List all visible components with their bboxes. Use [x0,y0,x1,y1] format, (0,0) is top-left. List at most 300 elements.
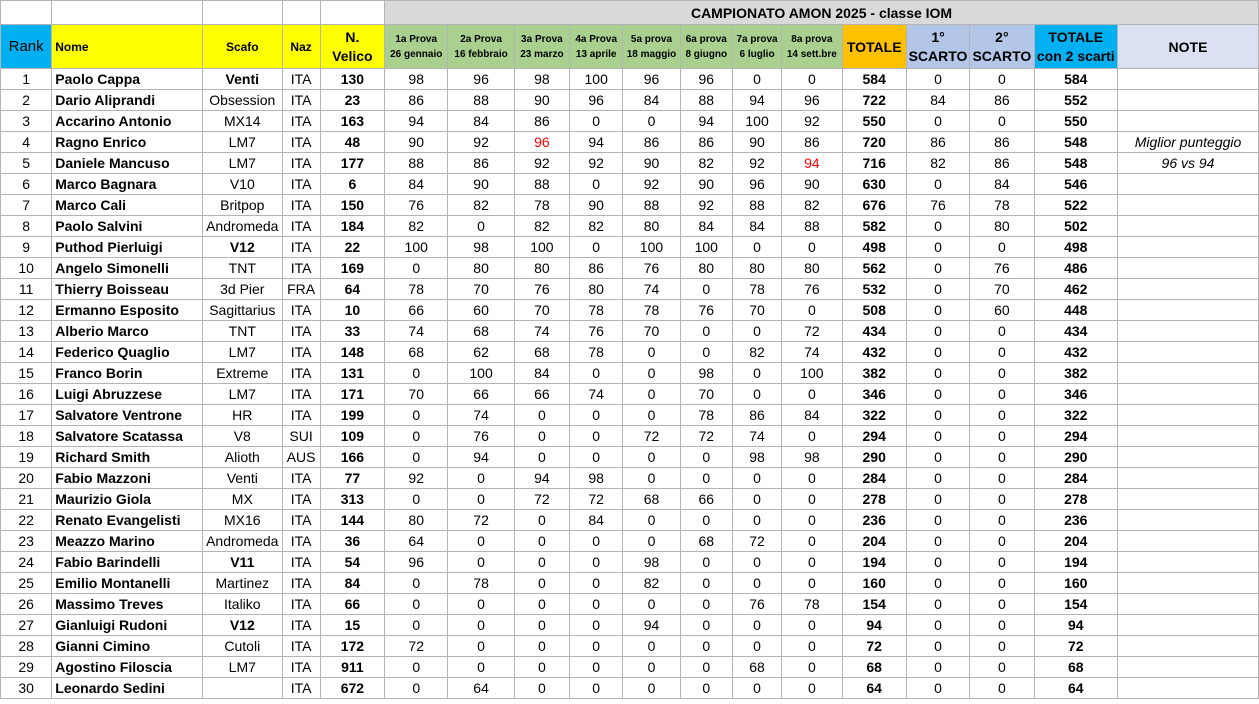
naz-cell[interactable]: ITA [282,195,320,216]
note-cell[interactable] [1118,69,1259,90]
naz-cell[interactable]: ITA [282,321,320,342]
totale-cell[interactable]: 432 [842,342,906,363]
naz-cell[interactable]: ITA [282,531,320,552]
header-race-7[interactable] [732,25,781,69]
totale-cell[interactable]: 346 [842,384,906,405]
race-score-cell[interactable]: 0 [732,510,781,531]
header-nome[interactable]: Nome [52,25,203,69]
naz-cell[interactable]: ITA [282,678,320,699]
scarto-1-cell[interactable]: 76 [906,195,969,216]
boat-cell[interactable]: V10 [203,174,282,195]
race-score-cell[interactable]: 84 [782,405,842,426]
race-score-cell[interactable]: 86 [448,153,514,174]
boat-cell[interactable]: V12 [203,615,282,636]
boat-cell[interactable]: TNT [203,321,282,342]
blank-cell[interactable] [320,1,384,25]
rank-cell[interactable]: 30 [1,678,52,699]
race-score-cell[interactable]: 0 [732,384,781,405]
race-score-cell[interactable]: 0 [732,552,781,573]
scarto-1-cell[interactable]: 0 [906,426,969,447]
naz-cell[interactable]: ITA [282,216,320,237]
race-score-cell[interactable]: 0 [570,405,623,426]
rank-cell[interactable]: 17 [1,405,52,426]
note-cell[interactable] [1118,657,1259,678]
scarto-2-cell[interactable]: 0 [970,426,1034,447]
race-score-cell[interactable]: 94 [570,132,623,153]
note-cell[interactable]: Miglior punteggio [1118,132,1259,153]
race-score-cell[interactable]: 76 [570,321,623,342]
race-score-cell[interactable]: 96 [385,552,448,573]
race-score-cell[interactable]: 68 [680,531,732,552]
rank-cell[interactable]: 3 [1,111,52,132]
race-score-cell[interactable]: 68 [385,342,448,363]
naz-cell[interactable]: ITA [282,258,320,279]
boat-cell[interactable]: Sagittarius [203,300,282,321]
name-cell[interactable]: Thierry Boisseau [52,279,203,300]
race-score-cell[interactable]: 0 [570,111,623,132]
sail-number-cell[interactable]: 23 [320,90,384,111]
scarto-2-cell[interactable]: 0 [970,384,1034,405]
race-score-cell[interactable]: 0 [782,69,842,90]
race-score-cell[interactable]: 0 [623,636,680,657]
race-score-cell[interactable]: 0 [623,594,680,615]
race-score-cell[interactable]: 0 [448,636,514,657]
race-score-cell[interactable]: 66 [385,300,448,321]
scarto-1-cell[interactable]: 0 [906,363,969,384]
boat-cell[interactable]: Venti [203,69,282,90]
race-score-cell[interactable]: 0 [570,573,623,594]
race-score-cell[interactable]: 0 [385,363,448,384]
name-cell[interactable]: Marco Cali [52,195,203,216]
race-score-cell[interactable]: 90 [514,90,569,111]
naz-cell[interactable]: ITA [282,510,320,531]
race-score-cell[interactable]: 0 [514,657,569,678]
totale-cell[interactable]: 236 [842,510,906,531]
scarto-2-cell[interactable]: 0 [970,531,1034,552]
naz-cell[interactable]: ITA [282,69,320,90]
race-score-cell[interactable]: 94 [680,111,732,132]
race-score-cell[interactable]: 0 [385,615,448,636]
race-score-cell[interactable]: 0 [623,111,680,132]
name-cell[interactable]: Paolo Salvini [52,216,203,237]
naz-cell[interactable]: ITA [282,636,320,657]
final-total-cell[interactable]: 154 [1034,594,1117,615]
scarto-2-cell[interactable]: 0 [970,111,1034,132]
sail-number-cell[interactable]: 144 [320,510,384,531]
race-score-cell[interactable]: 0 [570,447,623,468]
naz-cell[interactable]: ITA [282,573,320,594]
scarto-1-cell[interactable]: 0 [906,384,969,405]
note-cell[interactable] [1118,174,1259,195]
note-cell[interactable] [1118,237,1259,258]
totale-cell[interactable]: 64 [842,678,906,699]
race-score-cell[interactable]: 76 [680,300,732,321]
race-score-cell[interactable]: 0 [623,342,680,363]
race-score-cell[interactable]: 68 [623,489,680,510]
final-total-cell[interactable]: 294 [1034,426,1117,447]
name-cell[interactable]: Massimo Treves [52,594,203,615]
race-score-cell[interactable]: 76 [782,279,842,300]
race-score-cell[interactable]: 100 [448,363,514,384]
race-score-cell[interactable]: 80 [782,258,842,279]
scarto-2-cell[interactable]: 76 [970,258,1034,279]
boat-cell[interactable]: TNT [203,258,282,279]
race-score-cell[interactable]: 0 [514,636,569,657]
rank-cell[interactable]: 7 [1,195,52,216]
name-cell[interactable]: Fabio Barindelli [52,552,203,573]
rank-cell[interactable]: 25 [1,573,52,594]
race-score-cell[interactable]: 84 [448,111,514,132]
note-cell[interactable] [1118,447,1259,468]
note-cell[interactable] [1118,195,1259,216]
race-score-cell[interactable]: 88 [680,90,732,111]
sail-number-cell[interactable]: 84 [320,573,384,594]
naz-cell[interactable]: ITA [282,657,320,678]
rank-cell[interactable]: 9 [1,237,52,258]
race-score-cell[interactable]: 0 [623,363,680,384]
naz-cell[interactable]: ITA [282,615,320,636]
race-score-cell[interactable]: 74 [385,321,448,342]
final-total-cell[interactable]: 284 [1034,468,1117,489]
scarto-1-cell[interactable]: 0 [906,678,969,699]
race-score-cell[interactable]: 74 [623,279,680,300]
sail-number-cell[interactable]: 911 [320,657,384,678]
race-score-cell[interactable]: 0 [570,552,623,573]
totale-cell[interactable]: 204 [842,531,906,552]
race-score-cell[interactable]: 90 [623,153,680,174]
header-race-1[interactable] [385,25,448,69]
naz-cell[interactable]: ITA [282,132,320,153]
naz-cell[interactable]: AUS [282,447,320,468]
race-score-cell[interactable]: 0 [732,69,781,90]
race-score-cell[interactable]: 80 [732,258,781,279]
scarto-1-cell[interactable]: 0 [906,321,969,342]
boat-cell[interactable]: Martinez [203,573,282,594]
header-race-5[interactable] [623,25,680,69]
sail-number-cell[interactable]: 177 [320,153,384,174]
race-score-cell[interactable]: 86 [680,132,732,153]
blank-cell[interactable] [203,1,282,25]
race-score-cell[interactable]: 0 [782,468,842,489]
race-score-cell[interactable]: 82 [680,153,732,174]
boat-cell[interactable]: Venti [203,468,282,489]
race-score-cell[interactable]: 0 [782,573,842,594]
totale-cell[interactable]: 584 [842,69,906,90]
race-score-cell[interactable]: 0 [732,237,781,258]
race-score-cell[interactable]: 0 [448,216,514,237]
naz-cell[interactable]: ITA [282,468,320,489]
totale-cell[interactable]: 720 [842,132,906,153]
race-score-cell[interactable]: 78 [782,594,842,615]
race-score-cell[interactable]: 90 [732,132,781,153]
naz-cell[interactable]: ITA [282,384,320,405]
name-cell[interactable]: Ermanno Esposito [52,300,203,321]
scarto-2-cell[interactable]: 0 [970,678,1034,699]
final-total-cell[interactable]: 462 [1034,279,1117,300]
boat-cell[interactable] [203,678,282,699]
rank-cell[interactable]: 21 [1,489,52,510]
race-score-cell[interactable]: 0 [570,636,623,657]
final-total-cell[interactable]: 522 [1034,195,1117,216]
final-total-cell[interactable]: 236 [1034,510,1117,531]
note-cell[interactable] [1118,510,1259,531]
scarto-2-cell[interactable]: 0 [970,321,1034,342]
name-cell[interactable]: Dario Aliprandi [52,90,203,111]
race-score-cell[interactable]: 94 [448,447,514,468]
name-cell[interactable]: Ragno Enrico [52,132,203,153]
name-cell[interactable]: Salvatore Ventrone [52,405,203,426]
race-score-cell[interactable]: 76 [448,426,514,447]
totale-cell[interactable]: 160 [842,573,906,594]
note-cell[interactable] [1118,384,1259,405]
sail-number-cell[interactable]: 33 [320,321,384,342]
final-total-cell[interactable]: 548 [1034,132,1117,153]
race-score-cell[interactable]: 0 [680,573,732,594]
scarto-2-cell[interactable]: 70 [970,279,1034,300]
totale-cell[interactable]: 582 [842,216,906,237]
race-score-cell[interactable]: 68 [514,342,569,363]
totale-cell[interactable]: 532 [842,279,906,300]
scarto-1-cell[interactable]: 0 [906,174,969,195]
totale-cell[interactable]: 716 [842,153,906,174]
note-cell[interactable] [1118,552,1259,573]
totale-cell[interactable]: 278 [842,489,906,510]
sheet-title[interactable]: CAMPIONATO AMON 2025 - classe IOM [385,1,1259,25]
race-score-cell[interactable]: 98 [514,69,569,90]
sail-number-cell[interactable]: 54 [320,552,384,573]
scarto-2-cell[interactable]: 86 [970,153,1034,174]
race-score-cell[interactable]: 98 [623,552,680,573]
naz-cell[interactable]: ITA [282,552,320,573]
name-cell[interactable]: Emilio Montanelli [52,573,203,594]
final-total-cell[interactable]: 94 [1034,615,1117,636]
race-score-cell[interactable]: 74 [732,426,781,447]
scarto-2-cell[interactable]: 0 [970,405,1034,426]
race-score-cell[interactable]: 86 [732,405,781,426]
rank-cell[interactable]: 16 [1,384,52,405]
rank-cell[interactable]: 10 [1,258,52,279]
note-cell[interactable] [1118,405,1259,426]
note-cell[interactable] [1118,321,1259,342]
totale-cell[interactable]: 284 [842,468,906,489]
race-score-cell[interactable]: 0 [680,636,732,657]
scarto-2-cell[interactable]: 0 [970,552,1034,573]
race-score-cell[interactable]: 66 [514,384,569,405]
race-score-cell[interactable]: 100 [570,69,623,90]
name-cell[interactable]: Renato Evangelisti [52,510,203,531]
race-score-cell[interactable]: 70 [680,384,732,405]
race-score-cell[interactable]: 0 [514,405,569,426]
name-cell[interactable]: Fabio Mazzoni [52,468,203,489]
race-score-cell[interactable]: 0 [385,594,448,615]
sail-number-cell[interactable]: 172 [320,636,384,657]
race-score-cell[interactable]: 86 [623,132,680,153]
sail-number-cell[interactable]: 10 [320,300,384,321]
totale-cell[interactable]: 294 [842,426,906,447]
race-score-cell[interactable]: 80 [385,510,448,531]
final-total-cell[interactable]: 550 [1034,111,1117,132]
note-cell[interactable] [1118,426,1259,447]
race-score-cell[interactable]: 82 [514,216,569,237]
race-score-cell[interactable]: 0 [514,573,569,594]
final-total-cell[interactable]: 486 [1034,258,1117,279]
note-cell[interactable] [1118,216,1259,237]
rank-cell[interactable]: 12 [1,300,52,321]
scarto-1-cell[interactable]: 0 [906,615,969,636]
sail-number-cell[interactable]: 184 [320,216,384,237]
scarto-2-cell[interactable]: 0 [970,489,1034,510]
scarto-2-cell[interactable]: 0 [970,237,1034,258]
boat-cell[interactable]: Italiko [203,594,282,615]
race-score-cell[interactable]: 84 [732,216,781,237]
totale-cell[interactable]: 94 [842,615,906,636]
rank-cell[interactable]: 5 [1,153,52,174]
name-cell[interactable]: Leonardo Sedini [52,678,203,699]
race-score-cell[interactable]: 72 [623,426,680,447]
rank-cell[interactable]: 4 [1,132,52,153]
race-score-cell[interactable]: 0 [680,615,732,636]
race-score-cell[interactable]: 80 [623,216,680,237]
race-score-cell[interactable]: 100 [385,237,448,258]
race-score-cell[interactable]: 0 [782,384,842,405]
name-cell[interactable]: Accarino Antonio [52,111,203,132]
blank-cell[interactable] [52,1,203,25]
race-score-cell[interactable]: 98 [448,237,514,258]
sail-number-cell[interactable]: 77 [320,468,384,489]
name-cell[interactable]: Marco Bagnara [52,174,203,195]
race-score-cell[interactable]: 0 [385,678,448,699]
scarto-2-cell[interactable]: 0 [970,468,1034,489]
boat-cell[interactable]: 3d Pier [203,279,282,300]
note-cell[interactable] [1118,594,1259,615]
race-score-cell[interactable]: 80 [570,279,623,300]
race-score-cell[interactable]: 82 [623,573,680,594]
race-score-cell[interactable]: 0 [680,447,732,468]
scarto-2-cell[interactable]: 86 [970,90,1034,111]
race-score-cell[interactable]: 82 [385,216,448,237]
final-total-cell[interactable]: 448 [1034,300,1117,321]
race-score-cell[interactable]: 100 [623,237,680,258]
race-score-cell[interactable]: 72 [680,426,732,447]
name-cell[interactable]: Alberio Marco [52,321,203,342]
scarto-1-cell[interactable]: 86 [906,132,969,153]
rank-cell[interactable]: 6 [1,174,52,195]
naz-cell[interactable]: ITA [282,90,320,111]
naz-cell[interactable]: SUI [282,426,320,447]
final-total-cell[interactable]: 382 [1034,363,1117,384]
race-score-cell[interactable]: 96 [782,90,842,111]
race-score-cell[interactable]: 0 [448,489,514,510]
race-score-cell[interactable]: 0 [732,468,781,489]
race-score-cell[interactable]: 88 [782,216,842,237]
race-score-cell[interactable]: 98 [680,363,732,384]
race-score-cell[interactable]: 72 [570,489,623,510]
race-score-cell[interactable]: 94 [514,468,569,489]
rank-cell[interactable]: 11 [1,279,52,300]
race-score-cell[interactable]: 0 [570,657,623,678]
race-score-cell[interactable]: 76 [732,594,781,615]
race-score-cell[interactable]: 84 [385,174,448,195]
sail-number-cell[interactable]: 6 [320,174,384,195]
naz-cell[interactable]: ITA [282,174,320,195]
boat-cell[interactable]: MX16 [203,510,282,531]
race-score-cell[interactable]: 0 [448,531,514,552]
final-total-cell[interactable]: 546 [1034,174,1117,195]
race-score-cell[interactable]: 86 [782,132,842,153]
sail-number-cell[interactable]: 131 [320,363,384,384]
race-score-cell[interactable]: 0 [782,552,842,573]
race-score-cell[interactable]: 0 [570,531,623,552]
race-score-cell[interactable]: 62 [448,342,514,363]
race-score-cell[interactable]: 100 [680,237,732,258]
naz-cell[interactable]: ITA [282,153,320,174]
scarto-2-cell[interactable]: 84 [970,174,1034,195]
race-score-cell[interactable]: 0 [448,615,514,636]
race-score-cell[interactable]: 94 [732,90,781,111]
note-cell[interactable] [1118,300,1259,321]
race-score-cell[interactable]: 78 [623,300,680,321]
race-score-cell[interactable]: 92 [680,195,732,216]
race-score-cell[interactable]: 0 [623,468,680,489]
note-cell[interactable] [1118,258,1259,279]
race-score-cell[interactable]: 0 [680,678,732,699]
note-cell[interactable] [1118,678,1259,699]
race-score-cell[interactable]: 90 [385,132,448,153]
scarto-2-cell[interactable]: 0 [970,594,1034,615]
race-score-cell[interactable]: 0 [680,321,732,342]
scarto-1-cell[interactable]: 0 [906,279,969,300]
race-score-cell[interactable]: 100 [782,363,842,384]
header-scarto-2[interactable] [970,25,1034,69]
sail-number-cell[interactable]: 672 [320,678,384,699]
blank-cell[interactable] [1,1,52,25]
race-score-cell[interactable]: 0 [385,489,448,510]
rank-cell[interactable]: 14 [1,342,52,363]
race-score-cell[interactable]: 0 [570,594,623,615]
sail-number-cell[interactable]: 36 [320,531,384,552]
rank-cell[interactable]: 24 [1,552,52,573]
name-cell[interactable]: Gianluigi Rudoni [52,615,203,636]
final-total-cell[interactable]: 68 [1034,657,1117,678]
race-score-cell[interactable]: 0 [570,363,623,384]
boat-cell[interactable]: HR [203,405,282,426]
boat-cell[interactable]: LM7 [203,657,282,678]
totale-cell[interactable]: 154 [842,594,906,615]
boat-cell[interactable]: Andromeda [203,216,282,237]
rank-cell[interactable]: 29 [1,657,52,678]
race-score-cell[interactable]: 0 [385,447,448,468]
race-score-cell[interactable]: 0 [623,657,680,678]
scarto-1-cell[interactable]: 0 [906,573,969,594]
race-score-cell[interactable]: 0 [782,678,842,699]
race-score-cell[interactable]: 0 [570,174,623,195]
sail-number-cell[interactable]: 169 [320,258,384,279]
race-score-cell[interactable]: 0 [514,552,569,573]
boat-cell[interactable]: Alioth [203,447,282,468]
rank-cell[interactable]: 19 [1,447,52,468]
scarto-1-cell[interactable]: 0 [906,510,969,531]
race-score-cell[interactable]: 66 [448,384,514,405]
scarto-1-cell[interactable]: 0 [906,531,969,552]
scarto-2-cell[interactable]: 0 [970,573,1034,594]
race-score-cell[interactable]: 0 [514,594,569,615]
name-cell[interactable]: Meazzo Marino [52,531,203,552]
sail-number-cell[interactable]: 171 [320,384,384,405]
scarto-2-cell[interactable]: 0 [970,447,1034,468]
totale-cell[interactable]: 322 [842,405,906,426]
race-score-cell[interactable]: 0 [623,384,680,405]
race-score-cell[interactable]: 78 [680,405,732,426]
